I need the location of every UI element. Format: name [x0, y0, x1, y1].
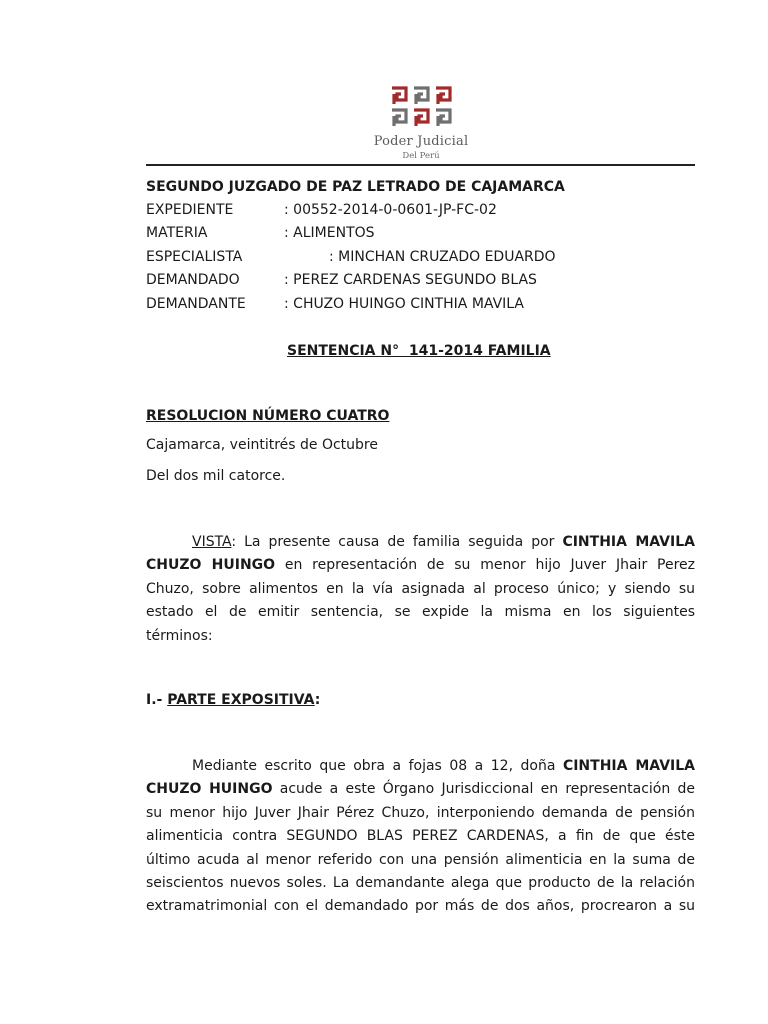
- field-value-demandado: : PEREZ CARDENAS SEGUNDO BLAS: [284, 272, 537, 288]
- body-text: Mediante escrito que obra a fojas 08 a 12, doña: [192, 758, 563, 774]
- body-line: [146, 778, 695, 801]
- field-label-demandante: DEMANDANTE: [146, 296, 246, 312]
- logo-subtitle: Del Perú: [402, 151, 440, 161]
- vista-line: términos:: [146, 627, 213, 644]
- body-line: último acuda al menor referido con una pensión alimenticia en la suma de: [146, 851, 695, 868]
- vista-lead: VISTA: [192, 534, 232, 550]
- body-line: alimenticia contra SEGUNDO BLAS PEREZ CARDENAS, a fin de que éste: [146, 828, 695, 845]
- vista-line: [146, 554, 695, 577]
- body-plaintiff-surname: CHUZO HUINGO: [146, 781, 273, 798]
- field-label-especialista: ESPECIALISTA: [146, 249, 243, 265]
- field-value-expediente: : 00552-2014-0-0601-JP-FC-02: [284, 202, 497, 218]
- court-name: SEGUNDO JUZGADO DE PAZ LETRADO DE CAJAMARCA: [146, 179, 565, 195]
- section-heading-expositiva: [146, 692, 320, 709]
- resolution-year: Del dos mil catorce.: [146, 468, 286, 484]
- logo-name: Poder Judicial: [373, 134, 469, 149]
- section-suffix: :: [314, 692, 321, 708]
- vista-plaintiff-name: CINTHIA MAVILA: [562, 534, 695, 550]
- field-label-materia: MATERIA: [146, 225, 208, 241]
- body-text: acude a este Órgano Jurisdiccional en representación de: [272, 781, 695, 798]
- vista-text: en representación de su menor hijo Juver Jhair Perez: [275, 557, 695, 574]
- header-divider: [146, 164, 695, 166]
- section-title: PARTE EXPOSITIVA: [167, 692, 315, 708]
- expositiva-paragraph: [146, 755, 695, 919]
- vista-plaintiff-surname: CHUZO HUINGO: [146, 557, 276, 574]
- body-line: su menor hijo Juver Jhair Pérez Chuzo, interponiendo demanda de pensión: [146, 804, 695, 821]
- vista-line: estado el de emitir sentencia, se expide la misma en los siguientes: [146, 604, 695, 621]
- vista-paragraph: [146, 531, 695, 648]
- poder-judicial-emblem-icon: [390, 84, 454, 130]
- vista-line: [146, 531, 695, 554]
- sentence-title: SENTENCIA N° 141-2014 FAMILIA: [287, 343, 551, 359]
- field-label-demandado: DEMANDADO: [146, 272, 240, 288]
- field-value-especialista: : MINCHAN CRUZADO EDUARDO: [329, 249, 556, 265]
- poder-judicial-logo: [360, 84, 482, 164]
- body-line: extramatrimonial con el demandado por más de dos años, procrearon a su: [146, 898, 695, 915]
- field-value-demandante: : CHUZO HUINGO CINTHIA MAVILA: [284, 296, 525, 312]
- resolution-title: RESOLUCION NÚMERO CUATRO: [146, 408, 390, 424]
- body-plaintiff-name: CINTHIA MAVILA: [562, 758, 695, 774]
- section-prefix: I.-: [146, 692, 168, 708]
- vista-text: : La presente causa de familia seguida por: [231, 534, 563, 550]
- field-label-expediente: EXPEDIENTE: [146, 202, 234, 218]
- body-line: [146, 755, 695, 778]
- vista-line: Chuzo, sobre alimentos en la vía asignada al proceso único; y siendo su: [146, 580, 695, 597]
- body-line: seiscientos nuevos soles. La demandante alega que producto de la relación: [146, 874, 695, 891]
- resolution-place-date: Cajamarca, veintitrés de Octubre: [146, 437, 378, 453]
- field-value-materia: : ALIMENTOS: [284, 225, 375, 241]
